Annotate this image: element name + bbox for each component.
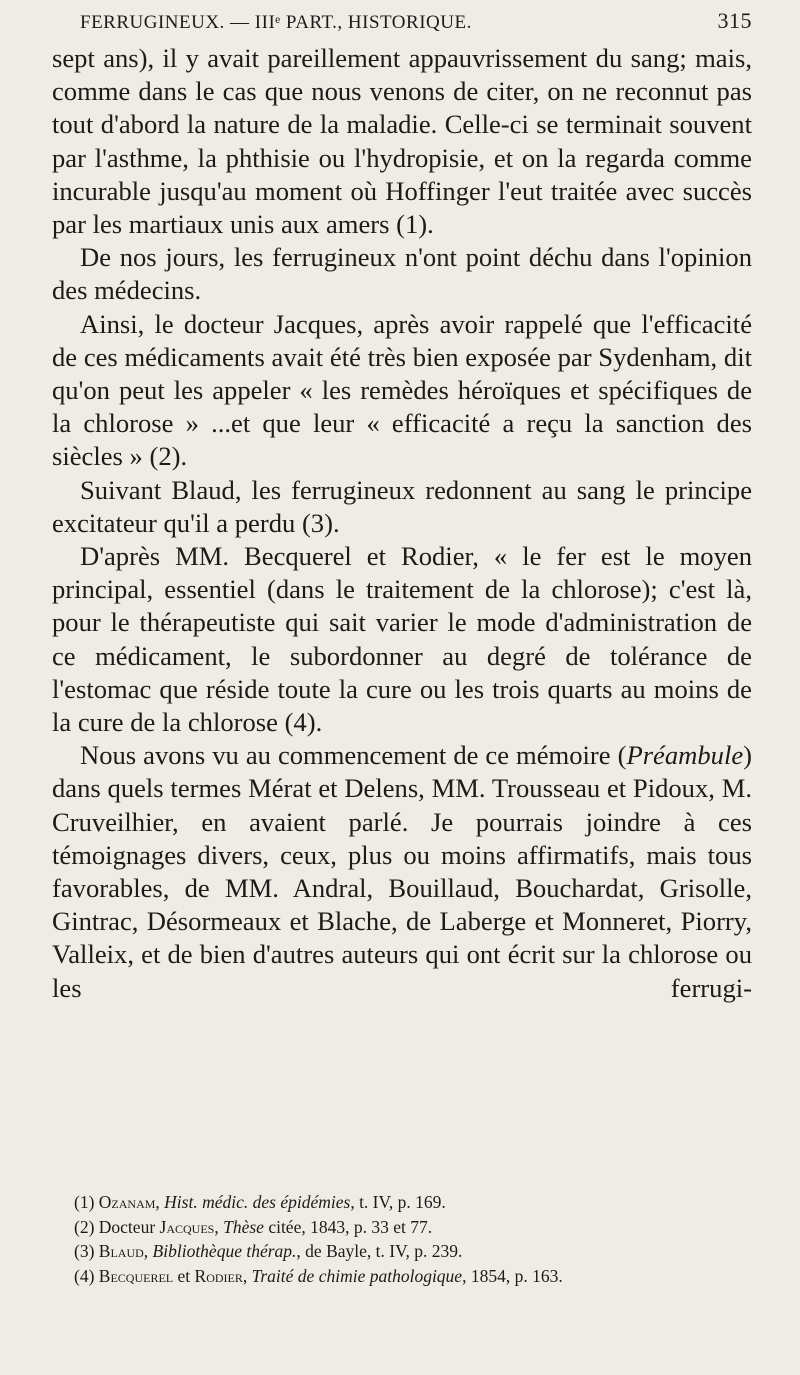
footnote-3 bbox=[52, 1239, 752, 1264]
footnote-4-rest: , 1854, p. 163. bbox=[462, 1265, 563, 1286]
footnote-4-and: et bbox=[173, 1265, 195, 1286]
footnote-4-sep: , bbox=[242, 1265, 252, 1286]
footnote-1-work: Hist. médic. des épidémies bbox=[164, 1192, 351, 1212]
running-head-title: FERRUGINEUX. — IIIᵉ PART., HISTORIQUE. bbox=[80, 12, 472, 33]
footnotes bbox=[52, 1190, 752, 1288]
footnote-4 bbox=[52, 1264, 752, 1289]
footnote-2-rest: citée, 1843, p. 33 et 77. bbox=[263, 1216, 433, 1237]
footnote-4-author-2: Rodier bbox=[194, 1265, 243, 1286]
footnote-4-author-1: Becquerel bbox=[98, 1265, 174, 1286]
footnote-1-number: (1) bbox=[74, 1192, 99, 1212]
footnote-3-work: Bibliothèque thérap. bbox=[152, 1241, 297, 1261]
footnote-3-sep: , bbox=[143, 1241, 153, 1261]
footnote-3-author: Blaud bbox=[98, 1241, 144, 1261]
running-head bbox=[80, 8, 752, 38]
paragraph-4: Suivant Blaud, les ferrugineux redonnent au sang le principe excitateur qu'il a perdu (3). bbox=[52, 474, 752, 538]
footnote-1-rest: , t. IV, p. 169. bbox=[350, 1192, 446, 1212]
paragraph-2: De nos jours, les ferrugineux n'ont point déchu dans l'opinion des médecins. bbox=[52, 242, 752, 306]
paragraph-1: sept ans), il y avait pareillement appauvrissement du sang; mais, comme dans le cas que nous venons de citer, on ne reconnut pas tout d'abord la nature de la maladie. Celle-ci se terminait souvent par l'asthme, la phthisie ou l'hydropisie, et on la regarda comme incurable jusqu'au moment où Hoffinger l'eut traitée avec succès par les martiaux unis aux amers (1). bbox=[52, 43, 752, 240]
footnote-1-sep: , bbox=[155, 1192, 165, 1212]
footnote-2-work: Thèse bbox=[223, 1216, 264, 1237]
paragraph-6-start: Nous avons vu au commencement de ce mémoire ( bbox=[80, 740, 627, 771]
footnote-3-rest: , de Bayle, t. IV, p. 239. bbox=[296, 1241, 463, 1261]
footnote-2-sep: , bbox=[214, 1216, 224, 1237]
footnote-3-number: (3) bbox=[74, 1241, 99, 1261]
page-number: 315 bbox=[717, 8, 752, 33]
paragraph-6-end: ) dans quels termes Mérat et Delens, MM. Trousseau et Pidoux, M. Cruveilhier, en avaient parlé. Je pourrais joindre à ces témoignages divers, ceux, plus ou moins affirmatifs, mais tous favorables, de MM. Andral, Bouillaud, Bouchardat, Grisolle, Gintrac, Désormeaux et Blache, de Laberge et Monneret, Piorry, Valleix, et de bien d'autres auteurs qui ont écrit sur la chlorose ou les ferrugi- bbox=[52, 740, 752, 1003]
footnote-2-author: Jacques bbox=[159, 1216, 215, 1237]
footnote-4-work: Traité de chimie pathologique bbox=[251, 1265, 463, 1286]
footnote-1-author: Ozanam bbox=[98, 1192, 156, 1212]
footnote-1 bbox=[52, 1190, 752, 1215]
footnote-2-number: (2) Docteur bbox=[74, 1216, 160, 1237]
paragraph-5: D'après MM. Becquerel et Rodier, « le fer est le moyen principal, essentiel (dans le traitement de la chlorose); c'est là, pour le thérapeutiste qui sait varier le mode d'administration de ce médicament, le subordonner au degré de tolérance de l'estomac que réside toute la cure ou les trois quarts au moins de la cure de la chlorose (4). bbox=[52, 541, 752, 738]
footnote-4-number: (4) bbox=[74, 1265, 99, 1286]
paragraph-6-italic: Préambule bbox=[626, 740, 744, 771]
paragraph-6 bbox=[52, 739, 752, 1005]
body-text bbox=[52, 42, 752, 1005]
paragraph-3: Ainsi, le docteur Jacques, après avoir rappelé que l'efficacité de ces médicaments avait été très bien exposée par Sydenham, dit qu'on peut les appeler « les remèdes héroïques et spécifiques de la chlorose » ...et que leur « efficacité a reçu la sanction des siècles » (2). bbox=[52, 308, 752, 472]
footnote-2 bbox=[52, 1215, 752, 1240]
